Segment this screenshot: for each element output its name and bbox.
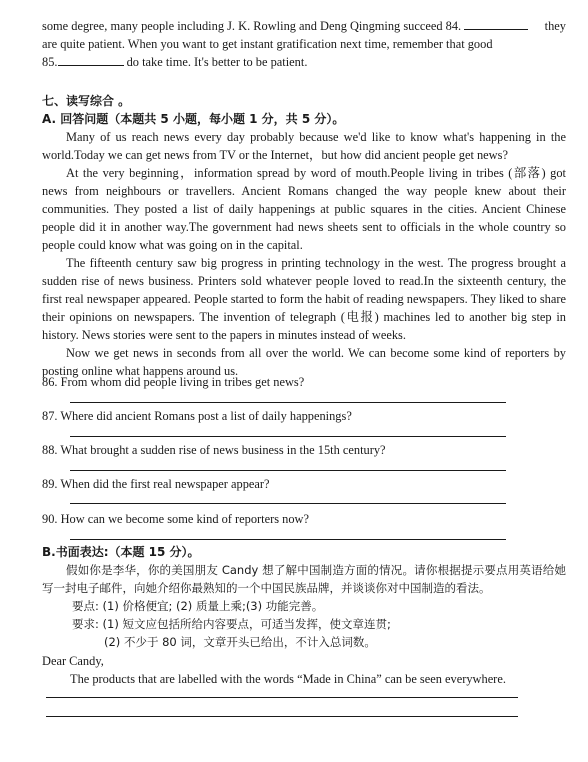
section-title: 七、读写综合 。 — [42, 94, 131, 108]
fill-text-they: they — [544, 19, 566, 33]
blank-85[interactable] — [58, 53, 124, 66]
letter-salutation: Dear Candy, — [42, 654, 104, 668]
passage-paragraph: Many of us reach news every day probably because we'd like to know what's happening in the world.Today we can get news from TV or the Internet，but how did ancient people get news? — [42, 130, 566, 162]
letter-opening: The products that are labelled with the words “Made in China” can be seen everywhere. — [70, 672, 506, 686]
fill-text-84: some degree, many people including J. K. Rowling and Deng Qingming succeed 84. — [42, 19, 462, 33]
fill-line-2: are quite patient. When you want to get instant gratification next time, remember that good — [42, 37, 493, 51]
passage-paragraph: Now we get news in seconds from all over the world. We can become some kind of reporters by posting online what happens around us. — [42, 346, 566, 378]
answer-line-86[interactable] — [70, 402, 506, 403]
answer-line-89[interactable] — [70, 503, 506, 504]
key-points: 要点: (1) 价格便宜; (2) 质量上乘;(3) 功能完善。 — [72, 599, 324, 613]
fill-line-1 — [42, 17, 566, 35]
reading-passage — [42, 128, 566, 380]
part-b-title: B.书面表达:（本题 15 分）。 — [42, 545, 200, 559]
question-89: 89. When did the first real newspaper appear? — [42, 477, 270, 491]
blank-85-number: 85. — [42, 55, 58, 69]
fill-line-3 — [42, 53, 566, 71]
question-88: 88. What brought a sudden rise of news business in the 15th century? — [42, 443, 386, 457]
question-87: 87. Where did ancient Romans post a list of daily happenings? — [42, 409, 352, 423]
writing-line[interactable] — [46, 697, 518, 698]
answer-line-88[interactable] — [70, 470, 506, 471]
writing-line[interactable] — [46, 716, 518, 717]
writing-prompt — [42, 561, 566, 597]
question-90: 90. How can we become some kind of reporters now? — [42, 512, 310, 526]
requirement-1: 要求: (1) 短文应包括所给内容要点，可适当发挥，使文章连贯; — [72, 617, 391, 631]
blank-84[interactable] — [464, 17, 528, 30]
passage-paragraph: At the very beginning，information spread by word of mouth.People living in tribes (部落) got news from neighbours or travellers. Ancient Romans changed the way people knew about their communities. They posted a list of daily happenings at public squares in the cities. Ancient Chinese people did it in another way.The government had news sheets sent to officials in the whole country so people could know what was going on in the capital. — [42, 166, 566, 252]
question-86: 86. From whom did people living in tribes get news? — [42, 375, 305, 389]
part-a-title: A. 回答问题（本题共 5 小题，每小题 1 分，共 5 分）。 — [42, 112, 345, 126]
requirement-2: (2) 不少于 80 词，文章开头已给出，不计入总词数。 — [104, 635, 376, 649]
passage-paragraph: The fifteenth century saw big progress in printing technology in the west. The progress brought a sudden rise of news business. Printers sold whatever people loved to read.In the sixteenth century, the first real newspaper appeared. People started to form the habit of reading newspapers. They liked to share their opinions on newspapers. The invention of telegraph (电报) machines led to another big step in history. News stories were sent to the papers in minutes instead of weeks. — [42, 256, 566, 342]
answer-line-90[interactable] — [70, 539, 506, 540]
fill-block — [42, 17, 566, 71]
answer-line-87[interactable] — [70, 436, 506, 437]
fill-text-85: do take time. It's better to be patient. — [126, 55, 308, 69]
prompt-text: 假如你是李华，你的美国朋友 Candy 想了解中国制造方面的情况。请你根据提示要点用英语给她写一封电子邮件，向她介绍你最熟知的一个中国民族品牌，并谈谈你对中国制造的看法。 — [42, 563, 566, 595]
